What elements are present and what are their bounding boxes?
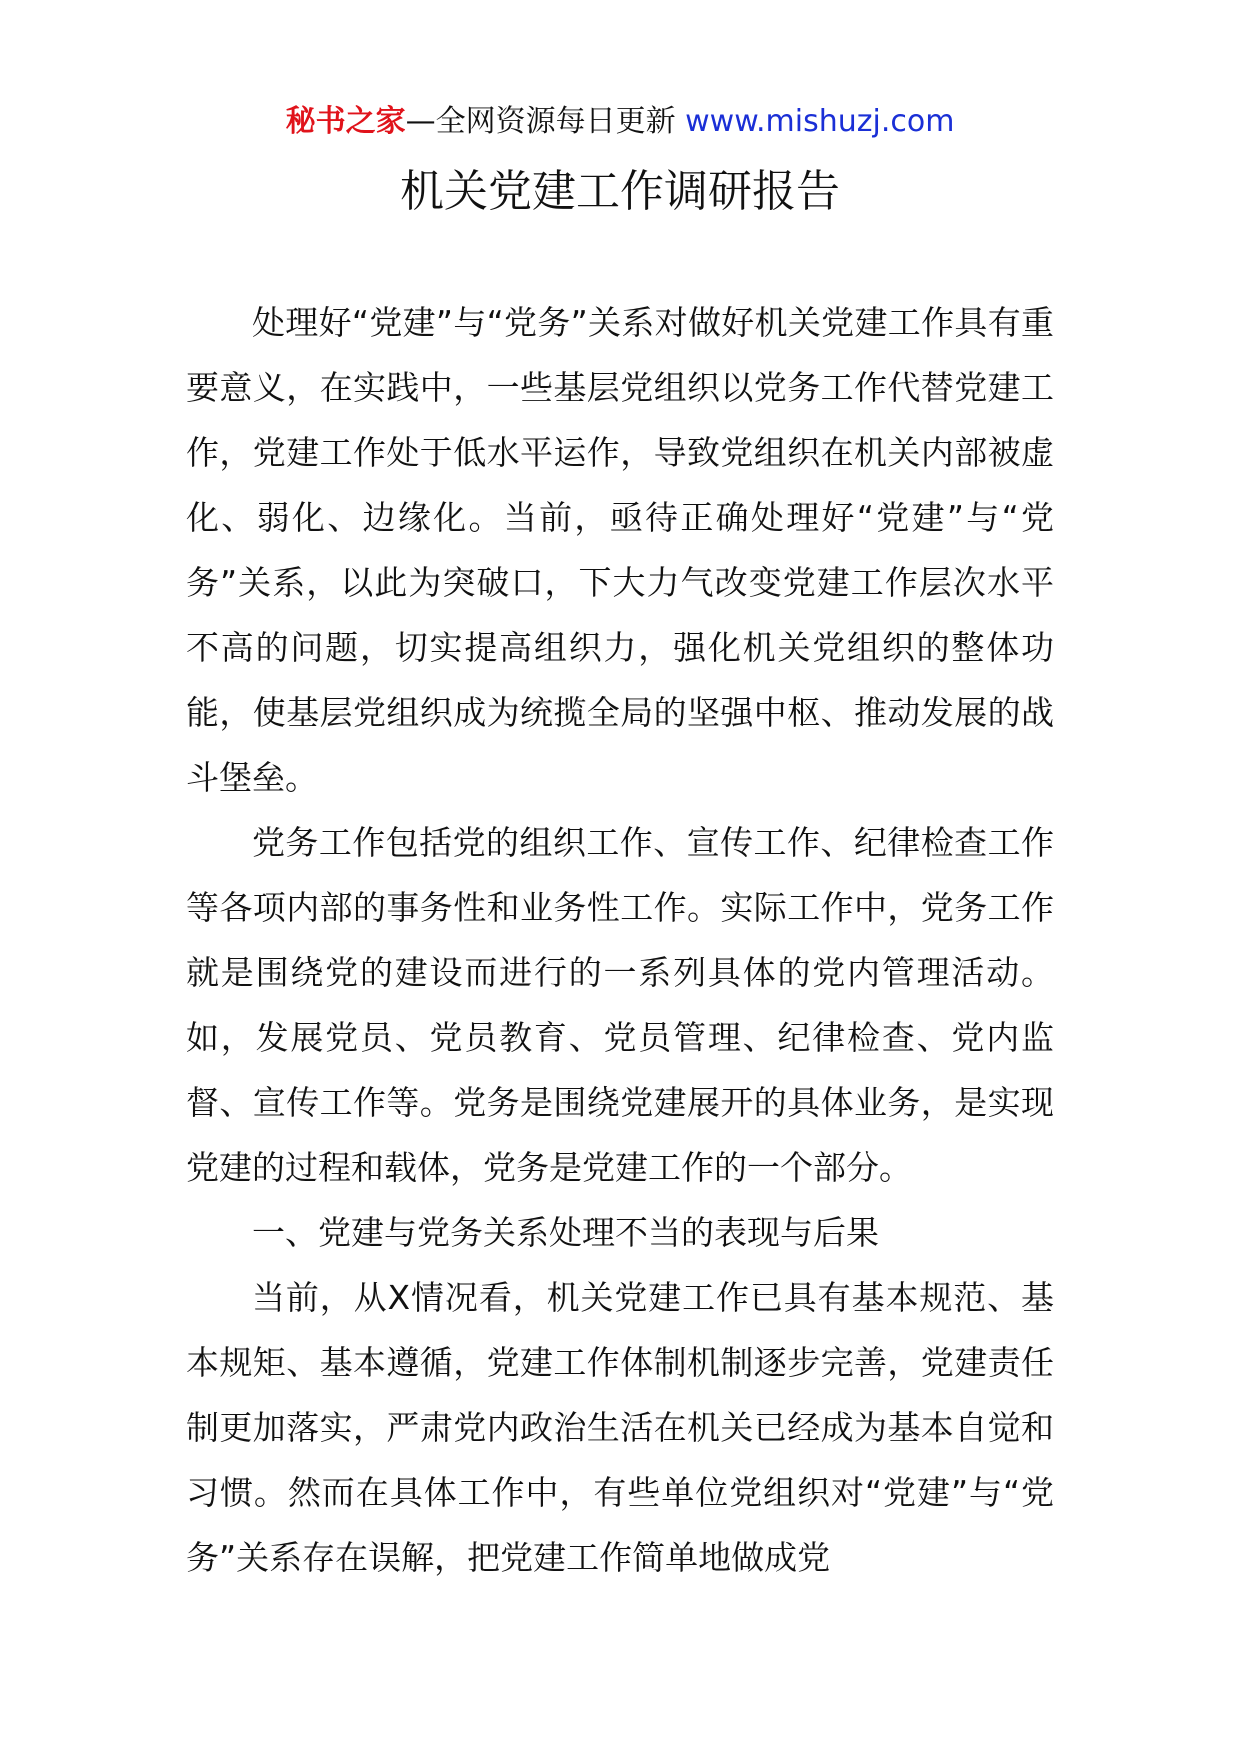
document-body [186, 290, 1054, 1590]
document-title: 机关党建工作调研报告 [400, 166, 840, 217]
section-heading-1: 一、党建与党务关系处理不当的表现与后果 [252, 1213, 879, 1252]
site-header [0, 100, 1240, 144]
paragraph-party-affairs: 党务工作包括党的组织工作、宣传工作、纪律检查工作等各项内部的事务性和业务性工作。实际工作中，党务工作就是围绕党的建设而进行的一系列具体的党内管理活动。如，发展党员、党员教育、党员管理、纪律检查、党内监督、宣传工作等。党务是围绕党建展开的具体业务，是实现党建的过程和载体，党务是党建工作的一个部分。 [186, 823, 1054, 1187]
site-url-link[interactable]: www.mishuzj.com [685, 104, 955, 139]
brand-name: 秘书之家 [285, 104, 406, 139]
paragraph-intro: 处理好“党建”与“党务”关系对做好机关党建工作具有重要意义，在实践中，一些基层党组织以党务工作代替党建工作，党建工作处于低水平运作，导致党组织在机关内部被虚化、弱化、边缘化。当前，亟待正确处理好“党建”与“党务”关系，以此为突破口，下大力气改变党建工作层次水平不高的问题，切实提高组织力，强化机关党组织的整体功能，使基层党组织成为统揽全局的坚强中枢、推动发展的战斗堡垒。 [186, 303, 1054, 797]
paragraph-current-situation: 当前，从X情况看，机关党建工作已具有基本规范、基本规矩、基本遵循，党建工作体制机制逐步完善，党建责任制更加落实，严肃党内政治生活在机关已经成为基本自觉和习惯。然而在具体工作中，有些单位党组织对“党建”与“党务”关系存在误解，把党建工作简单地做成党 [186, 1278, 1054, 1577]
header-tagline: —全网资源每日更新 [405, 104, 686, 139]
